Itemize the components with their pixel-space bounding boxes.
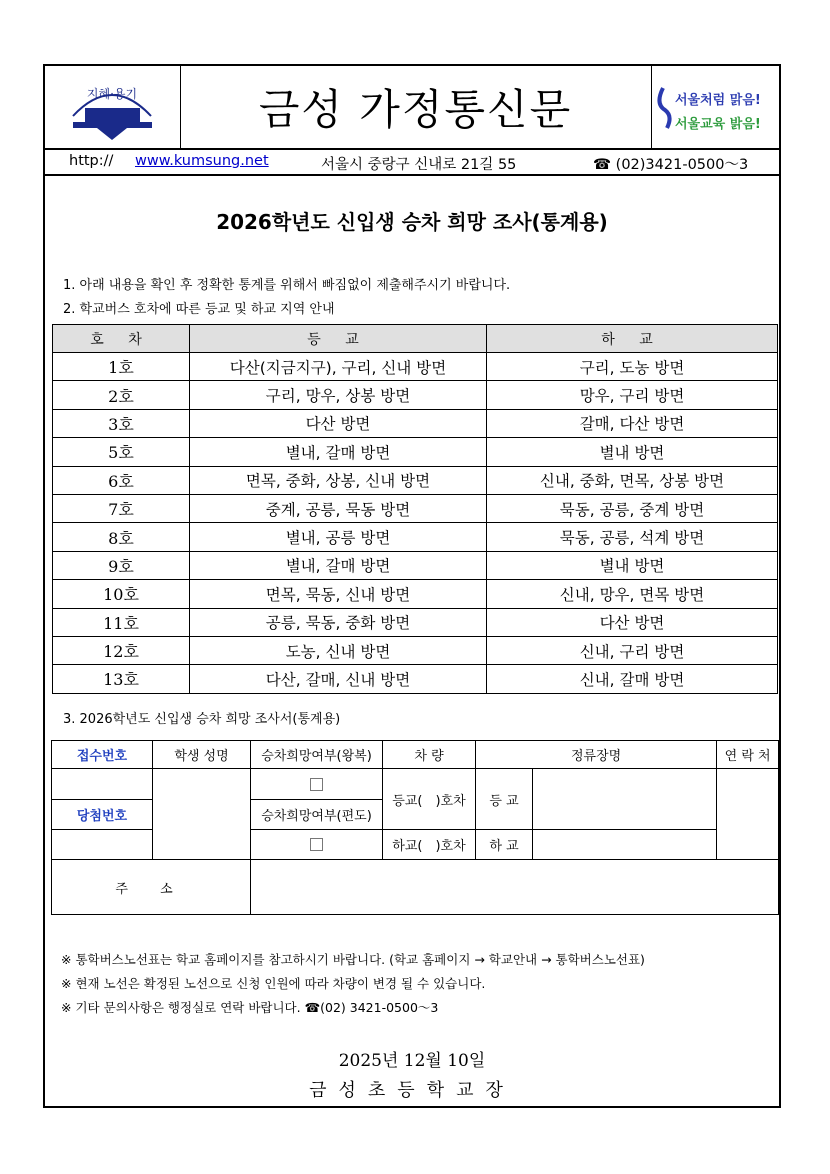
bus-number: 12호	[53, 636, 190, 664]
oneway-label: 승차희망여부(편도)	[251, 800, 383, 830]
route-row	[53, 636, 778, 664]
route-row	[53, 523, 778, 551]
page-frame	[43, 64, 781, 1108]
bus-number: 3호	[53, 409, 190, 437]
winner-number-field[interactable]	[52, 830, 153, 860]
contact-label: 연 락 처	[717, 741, 779, 769]
to-school-route: 별내, 공릉 방면	[190, 523, 487, 551]
to-school-route: 다산, 갈매, 신내 방면	[190, 665, 487, 693]
from-school-route: 신내, 갈매 방면	[487, 665, 778, 693]
bus-number: 6호	[53, 466, 190, 494]
instruction-2: 2. 학교버스 호차에 따른 등교 및 하교 지역 안내	[63, 302, 335, 317]
principal-signature: 금성초등학교장	[309, 1080, 515, 1101]
footnote-contact: ※ 기타 문의사항은 행정실로 연락 바랍니다. ☎(02) 3421-0500～3	[61, 1000, 439, 1015]
school-logo	[45, 66, 181, 148]
to-school-route: 별내, 갈매 방면	[190, 551, 487, 579]
svg-text:서울처럼 맑음!: 서울처럼 맑음!	[675, 93, 761, 108]
route-row	[53, 353, 778, 381]
footnote-route-info: ※ 통학버스노선표는 학교 홈페이지를 참고하시기 바랍니다. (학교 홈페이지 → 학교안내 → 통학버스노선표)	[61, 952, 645, 967]
masthead	[45, 66, 779, 150]
from-school-route: 별내 방면	[487, 438, 778, 466]
receipt-number-field[interactable]	[52, 769, 153, 800]
issue-date: 2025년 12월 10일	[338, 1051, 486, 1071]
svg-text:지혜·용기: 지혜·용기	[86, 87, 138, 101]
route-row	[53, 494, 778, 522]
address-label: 주 소	[52, 860, 251, 915]
school-website-link[interactable]: www.kumsung.net	[135, 153, 269, 169]
contact-field[interactable]	[717, 769, 779, 860]
route-row	[53, 466, 778, 494]
from-school-route: 묵동, 공릉, 석계 방면	[487, 523, 778, 551]
to-school-route: 별내, 갈매 방면	[190, 438, 487, 466]
roundtrip-label: 승차희망여부(왕복)	[251, 741, 383, 769]
from-school-route: 망우, 구리 방면	[487, 381, 778, 409]
vehicle-label: 차 량	[383, 741, 476, 769]
newsletter-title: 금성 가정통신문	[180, 66, 652, 148]
route-row	[53, 608, 778, 636]
oneway-checkbox-cell[interactable]	[251, 830, 383, 860]
header-from-school: 하 교	[487, 325, 778, 353]
stop-name-label: 정류장명	[476, 741, 717, 769]
from-school-route: 신내, 구리 방면	[487, 636, 778, 664]
slogan-logo	[651, 66, 779, 148]
header-to-school: 등 교	[190, 325, 487, 353]
bus-number: 7호	[53, 494, 190, 522]
roundtrip-checkbox-cell[interactable]	[251, 769, 383, 800]
receipt-number-label: 접수번호	[52, 741, 153, 769]
from-school-route: 갈매, 다산 방면	[487, 409, 778, 437]
to-school-route: 다산 방면	[190, 409, 487, 437]
to-school-route: 면목, 중화, 상봉, 신내 방면	[190, 466, 487, 494]
instruction-1: 1. 아래 내용을 확인 후 정확한 통계를 위해서 빠짐없이 제출해주시기 바랍니다.	[63, 278, 511, 293]
from-school-route: 구리, 도농 방면	[487, 353, 778, 381]
from-school-route: 별내 방면	[487, 551, 778, 579]
bus-route-table	[52, 324, 778, 694]
to-school-stop-field[interactable]	[533, 769, 717, 830]
instruction-3: 3. 2026학년도 신입생 승차 희망 조사서(통계용)	[63, 712, 341, 727]
to-school-route: 중계, 공릉, 묵동 방면	[190, 494, 487, 522]
to-school-route: 공릉, 묵동, 중화 방면	[190, 608, 487, 636]
header-bus: 호 차	[53, 325, 190, 353]
to-school-label: 등 교	[476, 769, 533, 830]
to-school-route: 면목, 묵동, 신내 방면	[190, 580, 487, 608]
bus-number: 5호	[53, 438, 190, 466]
to-school-route: 도농, 신내 방면	[190, 636, 487, 664]
bus-number: 8호	[53, 523, 190, 551]
bus-number: 1호	[53, 353, 190, 381]
bus-number: 11호	[53, 608, 190, 636]
route-row	[53, 409, 778, 437]
from-school-route: 묵동, 공릉, 중계 방면	[487, 494, 778, 522]
from-school-route: 신내, 망우, 면목 방면	[487, 580, 778, 608]
oneway-checkbox[interactable]	[310, 838, 323, 851]
school-phone: ☎ (02)3421-0500～3	[593, 157, 749, 173]
route-row	[53, 438, 778, 466]
contact-bar	[45, 150, 779, 176]
bus-number: 13호	[53, 665, 190, 693]
route-row	[53, 381, 778, 409]
student-name-label: 학생 성명	[153, 741, 251, 769]
from-school-stop-field[interactable]	[533, 830, 717, 860]
from-school-route: 다산 방면	[487, 608, 778, 636]
to-school-route: 다산(지금지구), 구리, 신내 방면	[190, 353, 487, 381]
route-row	[53, 580, 778, 608]
winner-number-label: 당첨번호	[52, 800, 153, 830]
address-field[interactable]	[251, 860, 779, 915]
from-school-bus-label: 하교( )호차	[383, 830, 476, 860]
route-header-row	[53, 325, 778, 353]
to-school-route: 구리, 망우, 상봉 방면	[190, 381, 487, 409]
roundtrip-checkbox[interactable]	[310, 778, 323, 791]
school-emblem-icon	[45, 66, 180, 148]
student-name-field[interactable]	[153, 769, 251, 860]
school-address: 서울시 중랑구 신내로 21길 55	[321, 157, 517, 173]
application-form	[51, 740, 779, 915]
bus-number: 2호	[53, 381, 190, 409]
bus-number: 9호	[53, 551, 190, 579]
bus-number: 10호	[53, 580, 190, 608]
footnote-route-change: ※ 현재 노선은 확정된 노선으로 신청 인원에 따라 차량이 변경 될 수 있습니다.	[61, 976, 486, 991]
survey-title: 2026학년도 신입생 승차 희망 조사(통계용)	[216, 210, 608, 234]
url-prefix: http://	[69, 153, 114, 169]
route-row	[53, 551, 778, 579]
from-school-label: 하 교	[476, 830, 533, 860]
to-school-bus-label: 등교( )호차	[383, 769, 476, 830]
route-row	[53, 665, 778, 693]
from-school-route: 신내, 중화, 면목, 상봉 방면	[487, 466, 778, 494]
svg-text:서울교육 밝음!: 서울교육 밝음!	[675, 117, 761, 132]
